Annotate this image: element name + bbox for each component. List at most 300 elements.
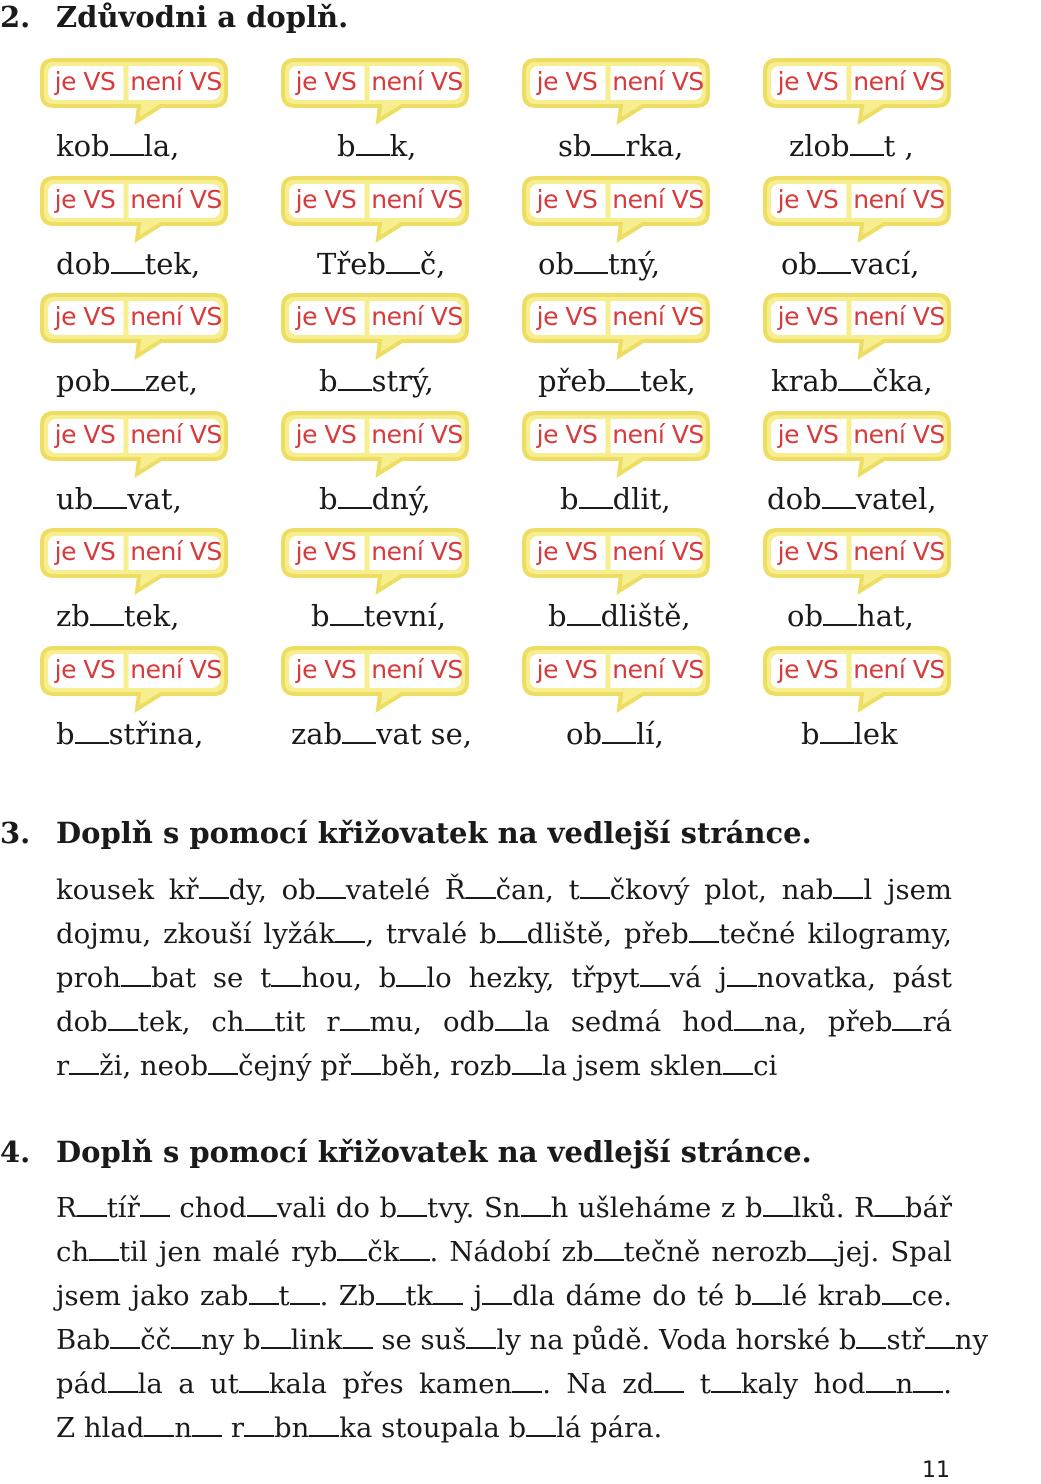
text-segment: chod	[169, 1192, 247, 1224]
option-neni-vs[interactable]: není VS	[853, 654, 945, 684]
text-segment: j	[463, 1280, 483, 1312]
fill-in-blank[interactable]	[77, 1189, 107, 1217]
option-neni-vs[interactable]: není VS	[853, 67, 945, 96]
text-segment: čejný př	[238, 1050, 352, 1082]
text-segment: . Na zd	[542, 1368, 655, 1400]
word-suffix: dlit,	[612, 481, 671, 516]
answer-choice-bubble	[763, 176, 951, 229]
word-prefix: ob	[787, 599, 824, 633]
task-number: 4.	[0, 1135, 31, 1169]
answer-choice-bubble	[40, 646, 228, 699]
word-suffix: tek,	[144, 246, 201, 281]
fill-in-blank[interactable]	[171, 1321, 201, 1349]
option-neni-vs[interactable]: není VS	[853, 184, 945, 214]
fill-in-blank[interactable]	[591, 128, 625, 156]
fill-in-blank[interactable]	[343, 1321, 373, 1349]
paragraph-line	[56, 1406, 952, 1450]
word-suffix: k,	[389, 129, 417, 163]
word-suffix: t ,	[883, 129, 914, 163]
fill-in-blank[interactable]	[882, 1277, 912, 1305]
fill-in-blank[interactable]	[342, 716, 376, 744]
page-number: 11	[922, 1458, 950, 1483]
fill-in-blank[interactable]	[580, 871, 610, 899]
word-prefix: kob	[56, 129, 110, 163]
option-neni-vs[interactable]: není VS	[853, 537, 945, 566]
word-prefix: sb	[558, 129, 592, 163]
answer-choice-bubble	[522, 293, 710, 346]
fill-in-blank[interactable]	[140, 1189, 170, 1217]
option-neni-vs[interactable]: není VS	[612, 419, 704, 449]
fill-in-blank[interactable]	[244, 1409, 274, 1437]
word-suffix: č,	[419, 246, 446, 281]
option-neni-vs[interactable]: není VS	[130, 654, 222, 684]
option-je-vs[interactable]: je VS	[777, 184, 839, 214]
fill-in-blank[interactable]	[335, 915, 365, 943]
word-with-blank	[781, 246, 1021, 281]
fill-in-blank[interactable]	[386, 246, 420, 274]
answer-choice-bubble	[763, 411, 951, 464]
fill-in-blank[interactable]	[734, 1003, 764, 1031]
fill-in-blank[interactable]	[497, 915, 527, 943]
text-segment: t	[684, 1368, 711, 1400]
option-je-vs[interactable]: je VS	[54, 302, 116, 331]
text-segment: hou, b	[301, 962, 397, 994]
fill-in-blank[interactable]	[512, 1365, 542, 1393]
fill-in-blank[interactable]	[727, 959, 757, 987]
word-suffix: tevní,	[363, 599, 446, 633]
text-segment: dob	[56, 1006, 108, 1038]
fill-in-blank[interactable]	[602, 716, 636, 744]
option-neni-vs[interactable]: není VS	[371, 654, 463, 684]
task-number: 3.	[0, 816, 31, 850]
option-neni-vs[interactable]: není VS	[612, 537, 704, 566]
text-segment: . Nádobí zb	[429, 1236, 594, 1268]
text-segment: proh	[56, 962, 122, 994]
word-prefix: zab	[291, 716, 343, 751]
fill-in-blank[interactable]	[723, 1047, 753, 1075]
word-with-blank	[538, 246, 778, 281]
text-segment: Bab	[56, 1324, 111, 1356]
task4-paragraph	[56, 1186, 989, 1450]
word-with-blank	[291, 716, 531, 751]
answer-choice-bubble	[281, 646, 469, 699]
fill-in-blank[interactable]	[110, 1321, 140, 1349]
word-with-blank	[560, 481, 800, 516]
paragraph-line	[56, 1000, 952, 1044]
text-segment: ci	[753, 1050, 778, 1082]
text-segment: ži, neob	[99, 1050, 209, 1082]
word-suffix: dný,	[371, 481, 431, 516]
text-segment: tečné kilogramy,	[718, 918, 952, 950]
text-segment: rá	[922, 1006, 953, 1038]
option-je-vs[interactable]: je VS	[54, 537, 116, 566]
option-je-vs[interactable]: je VS	[536, 302, 598, 331]
fill-in-blank[interactable]	[526, 1409, 556, 1437]
fill-in-blank[interactable]	[397, 1189, 427, 1217]
answer-choice-bubble	[40, 528, 228, 581]
fill-in-blank[interactable]	[208, 1047, 238, 1075]
text-segment: tečně nerozb	[623, 1236, 808, 1268]
fill-in-blank[interactable]	[822, 481, 856, 509]
text-segment: ce.	[911, 1280, 952, 1312]
word-suffix: tný,	[608, 246, 661, 281]
answer-choice-bubble	[763, 646, 951, 699]
text-segment: čan, t	[495, 874, 580, 906]
word-suffix: lí,	[636, 716, 664, 751]
fill-in-blank[interactable]	[856, 1321, 886, 1349]
fill-in-blank[interactable]	[338, 363, 372, 391]
word-with-blank	[56, 481, 296, 516]
paragraph-line	[56, 868, 952, 912]
option-neni-vs[interactable]: není VS	[371, 537, 463, 566]
fill-in-blank[interactable]	[838, 363, 872, 391]
word-prefix: pob	[56, 364, 111, 398]
text-segment: la a ut	[137, 1368, 239, 1400]
word-prefix: b	[319, 364, 338, 398]
option-je-vs[interactable]: je VS	[54, 67, 116, 96]
text-segment: čč	[140, 1324, 172, 1356]
option-neni-vs[interactable]: není VS	[130, 537, 222, 566]
fill-in-blank[interactable]	[512, 1047, 542, 1075]
word-with-blank	[56, 363, 296, 398]
option-je-vs[interactable]: je VS	[536, 67, 598, 96]
text-segment: tvy. Sn	[427, 1192, 521, 1224]
text-segment: tit r	[274, 1006, 340, 1038]
word-suffix: lek	[853, 716, 898, 751]
fill-in-blank[interactable]	[925, 1321, 955, 1349]
answer-choice-bubble	[281, 293, 469, 346]
option-je-vs[interactable]: je VS	[54, 654, 116, 684]
fill-in-blank[interactable]	[249, 1277, 279, 1305]
task-number: 2.	[0, 0, 31, 34]
option-neni-vs[interactable]: není VS	[612, 67, 704, 96]
text-segment: běh, rozb	[381, 1050, 512, 1082]
word-prefix: b	[56, 716, 75, 751]
text-segment: vá j	[669, 962, 727, 994]
option-je-vs[interactable]: je VS	[295, 67, 357, 96]
answer-choice-bubble	[281, 58, 469, 111]
fill-in-blank[interactable]	[93, 481, 127, 509]
fill-in-blank[interactable]	[337, 1233, 367, 1261]
text-segment: n	[895, 1368, 914, 1400]
fill-in-blank[interactable]	[482, 1277, 512, 1305]
fill-in-blank[interactable]	[121, 959, 151, 987]
text-segment: h ušleháme z b	[550, 1192, 763, 1224]
fill-in-blank[interactable]	[245, 1003, 275, 1031]
text-segment: se suš	[372, 1324, 467, 1356]
fill-in-blank[interactable]	[875, 1189, 905, 1217]
answer-choice-bubble	[522, 646, 710, 699]
option-je-vs[interactable]: je VS	[295, 302, 357, 331]
fill-in-blank[interactable]	[606, 363, 640, 391]
text-segment: kala přes kamen	[268, 1368, 513, 1400]
fill-in-blank[interactable]	[290, 1277, 320, 1305]
fill-in-blank[interactable]	[400, 1233, 430, 1261]
fill-in-blank[interactable]	[752, 1277, 782, 1305]
word-with-blank	[548, 598, 788, 633]
word-prefix: ub	[56, 481, 94, 516]
fill-in-blank[interactable]	[192, 1409, 222, 1437]
fill-in-blank[interactable]	[594, 1233, 624, 1261]
word-with-blank	[767, 481, 1007, 516]
fill-in-blank[interactable]	[89, 1233, 119, 1261]
option-je-vs[interactable]: je VS	[295, 419, 357, 449]
option-je-vs[interactable]: je VS	[777, 67, 839, 96]
text-segment: čkový plot, nab	[609, 874, 834, 906]
paragraph-line	[56, 1318, 989, 1362]
option-neni-vs[interactable]: není VS	[371, 302, 463, 331]
word-with-blank	[789, 128, 1029, 163]
word-with-blank	[56, 716, 296, 751]
word-with-blank	[801, 716, 1041, 751]
fill-in-blank[interactable]	[807, 1233, 837, 1261]
text-segment: r	[222, 1412, 244, 1444]
word-suffix: tek,	[123, 599, 180, 633]
fill-in-blank[interactable]	[351, 1047, 381, 1075]
word-suffix: zet,	[144, 364, 198, 398]
word-suffix: čka,	[872, 364, 933, 398]
option-je-vs[interactable]: je VS	[777, 419, 839, 449]
option-neni-vs[interactable]: není VS	[853, 302, 945, 331]
word-with-blank	[317, 246, 557, 281]
paragraph-line	[56, 1186, 952, 1230]
word-with-blank	[311, 598, 551, 633]
word-suffix: střina,	[108, 716, 204, 751]
text-segment: la sedmá hod	[524, 1006, 735, 1038]
fill-in-blank[interactable]	[850, 128, 884, 156]
fill-in-blank[interactable]	[108, 1365, 138, 1393]
fill-in-blank[interactable]	[111, 363, 145, 391]
option-neni-vs[interactable]: není VS	[612, 654, 704, 684]
answer-choice-bubble	[40, 411, 228, 464]
word-prefix: krab	[771, 364, 839, 398]
answer-choice-bubble	[40, 293, 228, 346]
option-je-vs[interactable]: je VS	[536, 537, 598, 566]
text-segment: lků. R	[792, 1192, 875, 1224]
option-je-vs[interactable]: je VS	[777, 654, 839, 684]
option-neni-vs[interactable]: není VS	[130, 67, 222, 96]
word-with-blank	[319, 363, 559, 398]
text-segment: ka stoupala b	[339, 1412, 527, 1444]
fill-in-blank[interactable]	[396, 959, 426, 987]
text-segment: jsem jako zab	[56, 1280, 249, 1312]
fill-in-blank[interactable]	[433, 1277, 463, 1305]
fill-in-blank[interactable]	[654, 1365, 684, 1393]
word-suffix: vatel,	[855, 481, 937, 516]
text-segment: vali do b	[276, 1192, 398, 1224]
task-title: Zdůvodni a doplň.	[56, 0, 349, 34]
fill-in-blank[interactable]	[640, 959, 670, 987]
option-neni-vs[interactable]: není VS	[130, 302, 222, 331]
answer-choice-bubble	[522, 176, 710, 229]
fill-in-blank[interactable]	[110, 128, 144, 156]
option-je-vs[interactable]: je VS	[536, 184, 598, 214]
option-neni-vs[interactable]: není VS	[371, 67, 463, 96]
text-segment: bn	[273, 1412, 310, 1444]
word-prefix: b	[801, 716, 820, 751]
fill-in-blank[interactable]	[833, 871, 863, 899]
word-with-blank	[56, 246, 296, 281]
paragraph-line	[56, 1274, 952, 1318]
text-segment: ch	[56, 1236, 90, 1268]
fill-in-blank[interactable]	[820, 716, 854, 744]
fill-in-blank[interactable]	[316, 871, 346, 899]
word-with-blank	[319, 481, 559, 516]
text-segment: bat se t	[151, 962, 272, 994]
paragraph-line	[56, 956, 952, 1000]
fill-in-blank[interactable]	[356, 128, 390, 156]
word-prefix: zlob	[789, 129, 850, 163]
fill-in-blank[interactable]	[376, 1277, 406, 1305]
text-segment: tk	[405, 1280, 434, 1312]
answer-choice-bubble	[763, 528, 951, 581]
text-segment: mu, odb	[369, 1006, 495, 1038]
word-prefix: Třeb	[317, 246, 386, 281]
text-segment: lo hezky, třpyt	[426, 962, 640, 994]
option-je-vs[interactable]: je VS	[295, 654, 357, 684]
paragraph-line	[56, 912, 952, 956]
option-neni-vs[interactable]: není VS	[853, 419, 945, 449]
word-prefix: dob	[767, 481, 822, 516]
text-segment: ly na půdě. Voda horské b	[496, 1324, 857, 1356]
word-suffix: vat,	[127, 481, 182, 516]
fill-in-blank[interactable]	[309, 1409, 339, 1437]
text-segment: tíř	[106, 1192, 140, 1224]
task-title: Doplň s pomocí křižovatek na vedlejší stránce.	[56, 816, 812, 850]
answer-choice-bubble	[522, 528, 710, 581]
word-prefix: ob	[538, 246, 575, 281]
fill-in-blank[interactable]	[763, 1189, 793, 1217]
fill-in-blank[interactable]	[892, 1003, 922, 1031]
text-segment: jej. Spal	[837, 1236, 952, 1268]
word-prefix: dob	[56, 246, 111, 281]
option-neni-vs[interactable]: není VS	[371, 184, 463, 214]
text-segment: lá pára.	[556, 1412, 663, 1444]
option-je-vs[interactable]: je VS	[777, 537, 839, 566]
text-segment: R	[56, 1192, 77, 1224]
option-je-vs[interactable]: je VS	[295, 537, 357, 566]
text-segment: lé krab	[782, 1280, 882, 1312]
fill-in-blank[interactable]	[340, 1003, 370, 1031]
fill-in-blank[interactable]	[574, 246, 608, 274]
word-suffix: la,	[143, 129, 180, 163]
answer-choice-bubble	[40, 176, 228, 229]
text-segment: ny	[954, 1324, 989, 1356]
text-segment: dla dáme do té b	[512, 1280, 753, 1312]
fill-in-blank[interactable]	[823, 598, 857, 626]
word-prefix: b	[337, 129, 356, 163]
fill-in-blank[interactable]	[567, 598, 601, 626]
fill-in-blank[interactable]	[108, 1003, 138, 1031]
fill-in-blank[interactable]	[144, 1409, 174, 1437]
fill-in-blank[interactable]	[239, 1365, 269, 1393]
text-segment: dy, ob	[228, 874, 316, 906]
option-je-vs[interactable]: je VS	[536, 419, 598, 449]
fill-in-blank[interactable]	[90, 598, 124, 626]
fill-in-blank[interactable]	[466, 1321, 496, 1349]
text-segment: r	[56, 1050, 70, 1082]
fill-in-blank[interactable]	[866, 1365, 896, 1393]
text-segment: dojmu, zkouší lyžák	[56, 918, 336, 950]
word-suffix: dliště,	[600, 599, 691, 633]
word-prefix: b	[311, 599, 330, 633]
word-with-blank	[787, 598, 1027, 633]
word-with-blank	[56, 128, 296, 163]
text-segment: stř	[886, 1324, 925, 1356]
answer-choice-bubble	[281, 411, 469, 464]
text-segment: til jen malé ryb	[119, 1236, 338, 1268]
word-with-blank	[337, 128, 577, 163]
fill-in-blank[interactable]	[330, 598, 364, 626]
fill-in-blank[interactable]	[466, 871, 496, 899]
fill-in-blank[interactable]	[199, 871, 229, 899]
option-je-vs[interactable]: je VS	[295, 184, 357, 214]
text-segment: čk	[367, 1236, 400, 1268]
paragraph-line	[56, 1230, 952, 1274]
fill-in-blank[interactable]	[111, 246, 145, 274]
option-neni-vs[interactable]: není VS	[371, 419, 463, 449]
paragraph-line	[56, 1362, 952, 1406]
option-je-vs[interactable]: je VS	[536, 654, 598, 684]
text-segment: pád	[56, 1368, 108, 1400]
option-je-vs[interactable]: je VS	[777, 302, 839, 331]
text-segment: vatelé Ř	[345, 874, 466, 906]
word-prefix: přeb	[538, 364, 607, 398]
fill-in-blank[interactable]	[689, 915, 719, 943]
fill-in-blank[interactable]	[913, 1365, 943, 1393]
text-segment: Z hlad	[56, 1412, 145, 1444]
option-neni-vs[interactable]: není VS	[130, 419, 222, 449]
text-segment: na, přeb	[764, 1006, 893, 1038]
text-segment: kousek kř	[56, 874, 199, 906]
word-suffix: hat,	[857, 599, 914, 633]
text-segment: kaly hod	[740, 1368, 866, 1400]
fill-in-blank[interactable]	[75, 716, 109, 744]
word-suffix: vat se,	[376, 716, 472, 751]
text-segment: ny b	[201, 1324, 261, 1356]
option-neni-vs[interactable]: není VS	[612, 302, 704, 331]
fill-in-blank[interactable]	[521, 1189, 551, 1217]
fill-in-blank[interactable]	[69, 1047, 99, 1075]
fill-in-blank[interactable]	[338, 481, 372, 509]
word-prefix: b	[560, 481, 579, 516]
text-segment: tek, ch	[137, 1006, 245, 1038]
text-segment: la jsem sklen	[541, 1050, 724, 1082]
option-je-vs[interactable]: je VS	[54, 184, 116, 214]
answer-choice-bubble	[522, 411, 710, 464]
text-segment: bář	[904, 1192, 952, 1224]
word-prefix: ob	[566, 716, 603, 751]
fill-in-blank[interactable]	[579, 481, 613, 509]
answer-choice-bubble	[281, 176, 469, 229]
answer-choice-bubble	[763, 293, 951, 346]
option-neni-vs[interactable]: není VS	[612, 184, 704, 214]
word-prefix: zb	[56, 599, 90, 633]
fill-in-blank[interactable]	[711, 1365, 741, 1393]
fill-in-blank[interactable]	[271, 959, 301, 987]
fill-in-blank[interactable]	[495, 1003, 525, 1031]
word-suffix: strý,	[371, 364, 434, 398]
word-prefix: b	[319, 481, 338, 516]
task-title: Doplň s pomocí křižovatek na vedlejší stránce.	[56, 1135, 812, 1169]
fill-in-blank[interactable]	[247, 1189, 277, 1217]
paragraph-line	[56, 1044, 952, 1088]
option-je-vs[interactable]: je VS	[54, 419, 116, 449]
option-neni-vs[interactable]: není VS	[130, 184, 222, 214]
fill-in-blank[interactable]	[817, 246, 851, 274]
word-suffix: tek,	[640, 364, 696, 398]
fill-in-blank[interactable]	[261, 1321, 291, 1349]
